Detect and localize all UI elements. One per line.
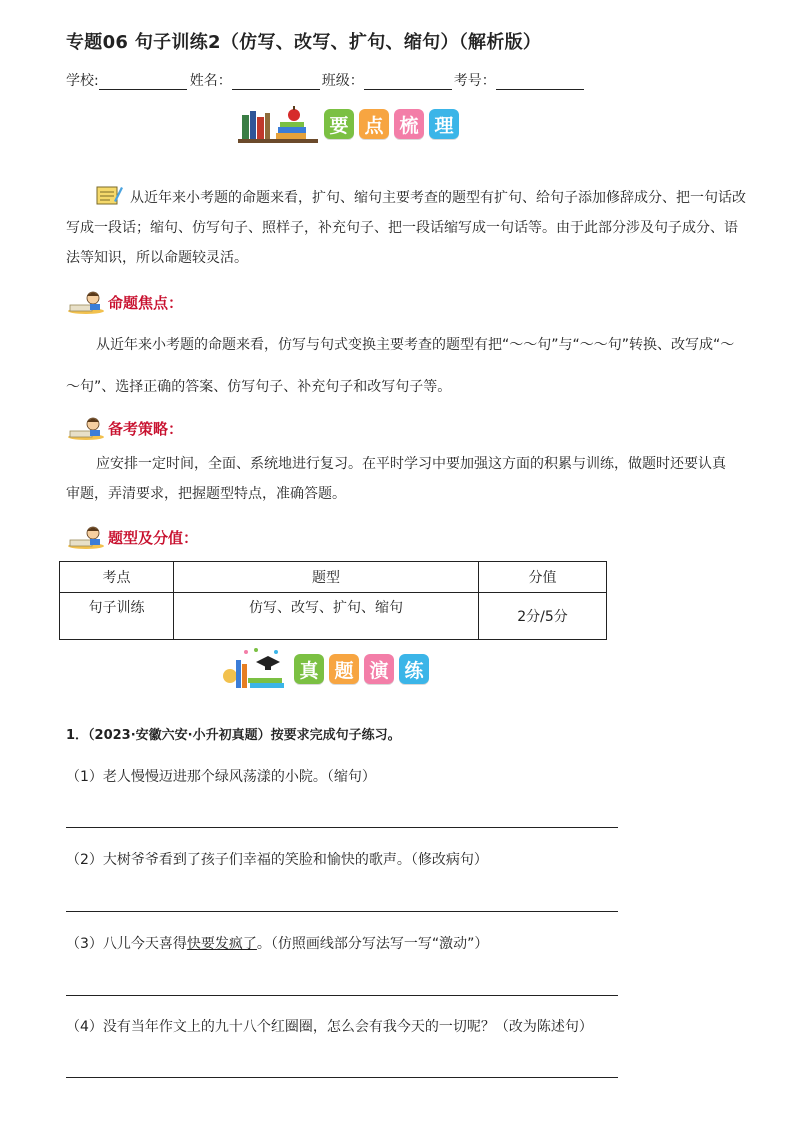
subquestion-3 bbox=[66, 933, 488, 953]
books-apple-icon bbox=[236, 103, 320, 145]
focus-paragraph bbox=[66, 324, 746, 408]
student-info-line bbox=[66, 70, 584, 90]
underlined-phrase: 快要发疯了 bbox=[186, 936, 257, 952]
intro-text: 从近年来小考题的命题来看，扩句、缩句主要考查的题型有扩句、给句子添加修辞成分、把一句话改写成一段话；缩句、仿写句子、照样子，补充句子、把一段话缩写成一句话等。由于此部分涉及句子成分、语法等知识，所以命题较灵活。 bbox=[66, 190, 746, 266]
focus-heading bbox=[66, 289, 183, 315]
exam-no-label: 考号： bbox=[453, 73, 496, 89]
subquestion-4: （4）没有当年作文上的九十八个红圈圈，怎么会有我今天的一切呢？（改为陈述句） bbox=[66, 1019, 593, 1035]
score-heading bbox=[66, 524, 198, 550]
table-cell: 句子训练 bbox=[60, 593, 174, 640]
focus-heading-text: 命题焦点： bbox=[108, 293, 184, 312]
reading-student-icon bbox=[66, 415, 106, 441]
question-source: （2023·安徽六安·小升初真题） bbox=[88, 728, 271, 743]
subquestion-3-post: 。（仿照画线部分写法写一写“激动”） bbox=[256, 936, 489, 952]
study-items-icon bbox=[220, 646, 290, 692]
question-prompt: 按要求完成句子练习。 bbox=[270, 728, 401, 743]
name-blank[interactable] bbox=[232, 75, 320, 90]
school-blank[interactable] bbox=[99, 75, 187, 90]
banner-char: 练 bbox=[399, 654, 429, 684]
strategy-heading-text: 备考策略： bbox=[108, 419, 184, 438]
score-table bbox=[59, 561, 607, 640]
banner-key-points bbox=[236, 103, 464, 145]
class-label: 班级： bbox=[321, 73, 364, 89]
intro-paragraph bbox=[66, 183, 746, 273]
subquestion-1: （1）老人慢慢迈进那个绿风荡漾的小院。（缩句） bbox=[66, 769, 376, 785]
page-title: 专题06 句子训练2（仿写、改写、扩句、缩句）（解析版） bbox=[66, 32, 542, 53]
banner-char: 真 bbox=[294, 654, 324, 684]
exam-no-blank[interactable] bbox=[496, 75, 584, 90]
strategy-text: 应安排一定时间，全面、系统地进行复习。在平时学习中要加强这方面的积累与训练，做题时还要认真审题，弄清要求，把握题型特点，准确答题。 bbox=[66, 456, 726, 502]
subquestion-3-pre: （3）八儿今天喜得 bbox=[66, 936, 187, 952]
school-label: 学校: bbox=[66, 73, 99, 89]
banner-char: 理 bbox=[429, 109, 459, 139]
name-label: 姓名： bbox=[189, 73, 232, 89]
answer-line[interactable] bbox=[66, 995, 618, 996]
focus-text: 从近年来小考题的命题来看，仿写与句式变换主要考查的题型有把“～～句”与“～～句”转换、改写成“～～句”、选择正确的答案、仿写句子、补充句子和改写句子等。 bbox=[66, 337, 735, 395]
table-cell: 仿写、改写、扩句、缩句 bbox=[174, 593, 479, 640]
table-header-cell: 考点 bbox=[60, 562, 174, 593]
banner-practice bbox=[220, 646, 434, 692]
table-cell: 2分/5分 bbox=[479, 593, 607, 640]
banner-char: 要 bbox=[324, 109, 354, 139]
answer-line[interactable] bbox=[66, 827, 618, 828]
question-number: 1． bbox=[66, 728, 89, 743]
table-header-cell: 题型 bbox=[174, 562, 479, 593]
notebook-pencil-icon bbox=[96, 184, 124, 206]
banner-char: 题 bbox=[329, 654, 359, 684]
answer-line[interactable] bbox=[66, 911, 618, 912]
subquestion-2: （2）大树爷爷看到了孩子们幸福的笑脸和愉快的歌声。（修改病句） bbox=[66, 852, 488, 868]
strategy-paragraph bbox=[66, 449, 726, 509]
banner-char: 点 bbox=[359, 109, 389, 139]
table-row bbox=[60, 593, 607, 640]
reading-student-icon bbox=[66, 289, 106, 315]
table-header-cell: 分值 bbox=[479, 562, 607, 593]
banner-char: 演 bbox=[364, 654, 394, 684]
class-blank[interactable] bbox=[364, 75, 452, 90]
reading-student-icon bbox=[66, 524, 106, 550]
strategy-heading bbox=[66, 415, 183, 441]
answer-line[interactable] bbox=[66, 1077, 618, 1078]
banner-char: 梳 bbox=[394, 109, 424, 139]
score-heading-text: 题型及分值： bbox=[108, 528, 199, 547]
question-header bbox=[66, 724, 401, 743]
table-header-row bbox=[60, 562, 607, 593]
